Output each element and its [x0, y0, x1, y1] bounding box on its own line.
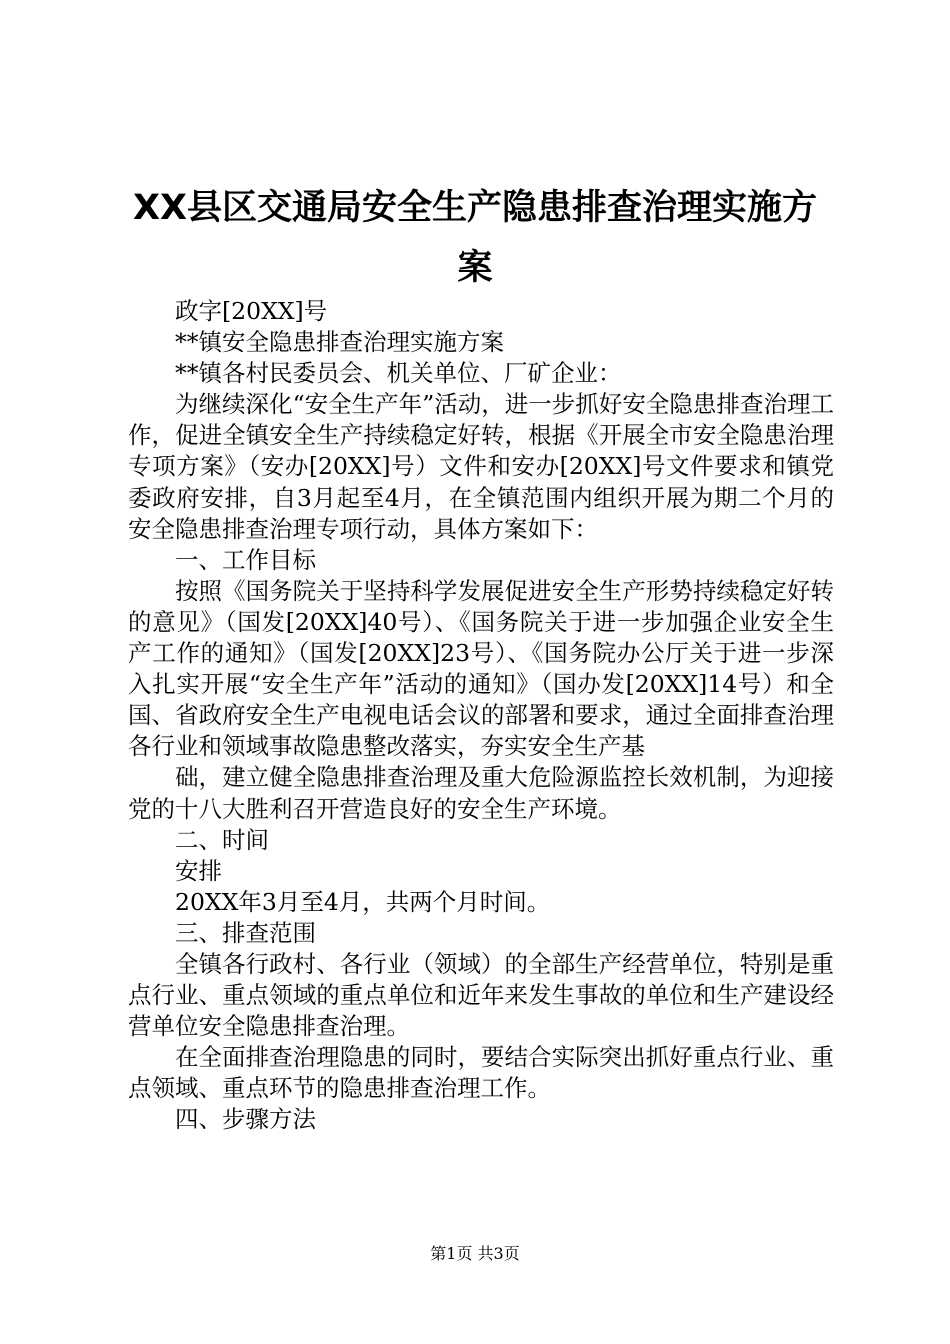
document-title — [80, 178, 870, 298]
recipients: **镇各村民委员会、机关单位、厂矿企业： — [175, 359, 622, 388]
goals-paragraph-continued: 础，建立健全隐患排查治理及重大危险源监控长效机制，为迎接党的十八大胜利召开营造良好的安全生产环境。 — [128, 763, 834, 823]
title-line-2: 案 — [457, 248, 493, 288]
scope-paragraph-2: 在全面排查治理隐患的同时，要结合实际突出抓好重点行业、重点领域、重点环节的隐患排查治理工作。 — [128, 1043, 834, 1103]
section-heading-scope: 三、排查范围 — [175, 918, 316, 947]
goals-paragraph: 按照《国务院关于坚持科学发展促进安全生产形势持续稳定好转的意见》（国发[20XX]40号）、《国务院关于进一步加强企业安全生产工作的通知》（国发[20XX]23号）、《国务院办公厅关于进一步深入扎实开展“安全生产年”活动的通知》（国办发[20XX]14号）和全国、省政府安全生产电视电话会议的部署和要求，通过全面排查治理各行业和领域事故隐患整改落实，夯实安全生产基 — [128, 576, 834, 761]
scope-paragraph: 全镇各行政村、各行业（领域）的全部生产经营单位，特别是重点行业、重点领域的重点单位和近年来发生事故的单位和生产建设经营单位安全隐患排查治理。 — [128, 949, 834, 1041]
section-heading-steps: 四、步骤方法 — [175, 1105, 316, 1134]
time-subheading: 安排 — [175, 856, 222, 885]
time-paragraph: 20XX年3月至4月，共两个月时间。 — [175, 887, 551, 916]
page-footer: 第1页 共3页 — [430, 1244, 520, 1263]
plan-name: **镇安全隐患排查治理实施方案 — [175, 328, 504, 357]
doc-number: 政字[20XX]号 — [175, 297, 328, 325]
section-heading-goals: 一、工作目标 — [175, 545, 316, 574]
title-line-1: XX县区交通局安全生产隐患排查治理实施方 — [133, 188, 817, 228]
section-heading-time: 二、时间 — [175, 825, 269, 854]
document-body — [128, 296, 834, 1136]
intro-paragraph: 为继续深化“安全生产年”活动，进一步抓好安全隐患排查治理工作，促进全镇安全生产持续稳定好转，根据《开展全市安全隐患治理专项方案》（安办[20XX]号）文件和安办[20XX]号文件要求和镇党委政府安排，自3月起至4月，在全镇范围内组织开展为期二个月的安全隐患排查治理专项行动，具体方案如下： — [128, 390, 834, 543]
